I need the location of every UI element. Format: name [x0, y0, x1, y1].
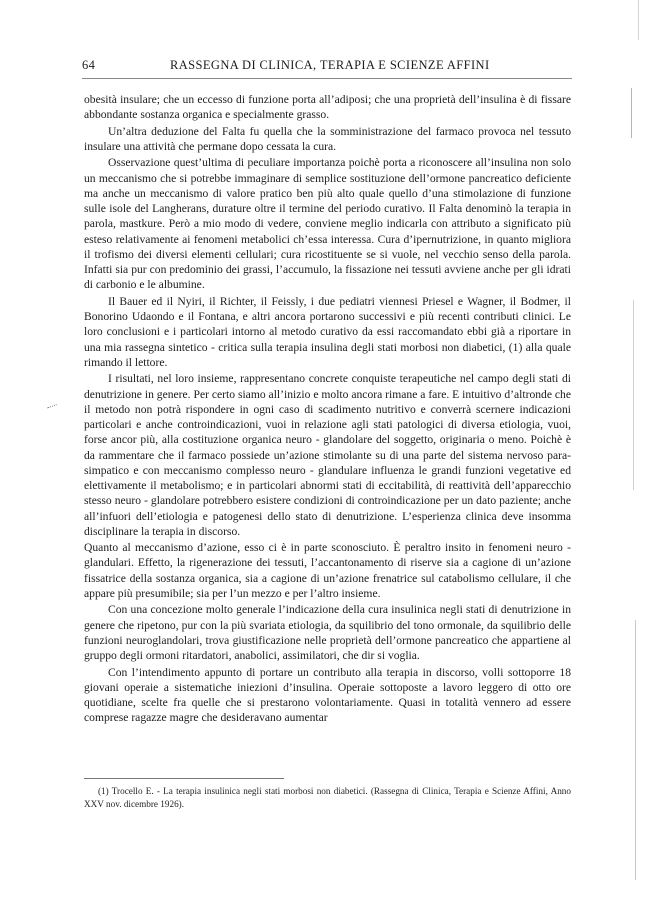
paragraph: Con l’intendimento appunto di portare un contributo alla terapia in discorso, volli sottoporre 18 giovani operaie a sistematiche iniezioni d’insulina. Operaie sottoposte a lavoro leggero di otto ore quotidiane, scelte fra quelle che si prestarono volontariamente. Quasi in totalità vennero ad essere comprese ragazze magre che desideravano aumentar: [84, 665, 571, 725]
paragraph: Il Bauer ed il Nyiri, il Richter, il Feissly, i due pediatri viennesi Priesel e Wagner, il Bodmer, il Bonorino Udaondo e il Fontana, e altri ancora portarono successivi e più recenti contributi clinici. Le loro conclusioni e i particolari intorno al metodo curativo da essi raccomandato ebbi già a riportare in una mia rassegna sintetico - critica sulla terapia insulina degli stati morbosi non diabetici, (1) alla quale rimando il lettore.: [84, 294, 571, 369]
scan-edge-mark: [638, 0, 639, 40]
paragraph: Un’altra deduzione del Falta fu quella che la somministrazione del farmaco provoca nel tessuto insulare una attività che permane dopo cessata la cura.: [84, 124, 571, 153]
article-body: [84, 92, 571, 727]
footnote: [84, 785, 571, 810]
header-rule: [82, 78, 572, 79]
page-number: 64: [82, 58, 96, 72]
paragraph: Osservazione quest’ultima di peculiare importanza poichè porta a riconoscere all’insulina non solo un meccanismo che si potrebbe immaginare di semplice sostituzione dell’ormone pancreatico deficiente ma anche un meccanismo di valore pratico ben più alto quale quello d’una stimolazione di funzione sulle isole del Langherans, durature oltre il termine del periodo curativo. Il Falta denominò la terapia in parola, mastkure. Però a mio modo di vedere, conviene meglio indicarla con attributo a significato più esteso relativamente ai fenomeni metabolici ch’essa interessa. Cura d’ipernutrizione, in quanto migliora il trofismo dei diversi elementi cellulari; cura ricostituente se si vuole, nel vecchio senso della parola. Infatti sia pur con predominio dei grassi, l’accumulo, la fissazione nei tessuti avviene anche per gli idrati di carbonio e le albumine.: [84, 156, 571, 292]
scan-edge-mark: [635, 620, 636, 880]
paragraph: I risultati, nel loro insieme, rappresentano concrete conquiste terapeutiche nel campo degli stati di denutrizione in genere. Per certo siamo all’inizio e molto ancora rimane a fare. E intuitivo d’altronde che il metodo non potrà rispondere in ogni caso di scadimento nutritivo e converrà scernere indicazioni particolari e anche controindicazioni, vuoi in relazione agli stati patologici di diversa etiologia, vuoi, forse ancor più, alla costituzione organica neuro - glandolare del soggetto, originaria o meno. Poichè è da rammentare che il farmaco possiede un’azione stimolante su di una parte del sistema nervoso parasimpatico e con meccanismo complesso neuro - glandulare influenza le grandi funzioni vegetative ed elettivamente il metabolismo; e in particolari abnormi stati di eccitabilità, di reattività dell’apparecchio stesso neuro - glandolare potrebbero esistere condizioni di controindicazione per un dato paziente; anche all’infuori dell’etiologia e patogenesi dello stato di denutrizione. L’esperienza clinica deve insomma disciplinare la terapia in discorso.: [84, 372, 571, 538]
paragraph: Quanto al meccanismo d’azione, esso ci è in parte sconosciuto. È peraltro insito in fenomeni neuro - glandulari. Effetto, la rigenerazione dei tessuti, l’accantonamento di riserve sia a cagione di un’azione fissatrice della sostanza organica, sia a cagione di un’azione frenatrice sul catabolismo cellulare, il che appare più presumibile; sia per l’un mezzo e per l’altro insieme.: [84, 541, 571, 600]
page-header: [82, 58, 572, 78]
running-title: RASSEGNA DI CLINICA, TERAPIA E SCIENZE AFFINI: [170, 58, 490, 72]
scan-edge-mark: [633, 300, 634, 490]
margin-smudge: [45, 399, 57, 409]
footnote-text: (1) Trocello E. - La terapia insulinica negli stati morbosi non diabetici. (Rassegna di Clinica, Terapia e Scienze Affini, Anno XXV nov. dicembre 1926).: [84, 786, 571, 809]
scan-edge-mark: [631, 88, 632, 138]
paragraph: Con una concezione molto generale l’indicazione della cura insulinica negli stati di denutrizione in genere che ripetono, pur con la più svariata etiologia, da squilibrio del tono ormonale, da squilibrio delle funzioni neuroglandolari, trova giustificazione nelle proprietà dell’ormone pancreatico che appartiene al gruppo degli ormoni ritardatori, anabolici, assimilatori, che dir si voglia.: [84, 603, 571, 663]
footnote-rule: [84, 778, 284, 779]
paragraph: obesità insulare; che un eccesso di funzione porta all’adiposi; che una proprietà dell’insulina è di fissare abbondante sostanza organica e specialmente grasso.: [84, 93, 571, 122]
